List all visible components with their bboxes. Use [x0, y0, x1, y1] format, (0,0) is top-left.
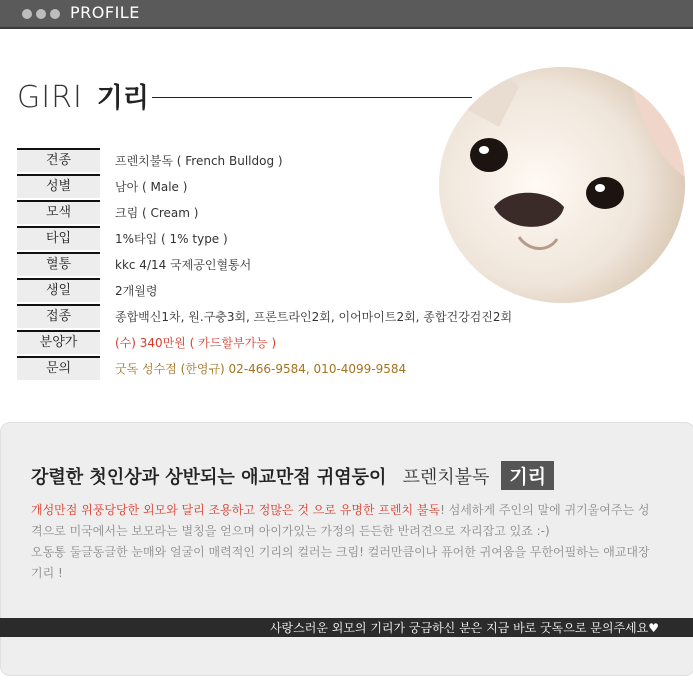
name-english: GIRI: [17, 80, 83, 115]
info-label: 분양가: [17, 330, 100, 354]
info-value-contact: 굿독 성수점 (한영규) 02-466-9584, 010-4099-9584: [115, 362, 407, 376]
info-label: 혈통: [17, 252, 100, 276]
headline-main: 강렬한 첫인상과 상반되는 애교만점 귀염둥이: [31, 466, 387, 488]
info-value: 2개월령: [115, 284, 158, 298]
info-label: 모색: [17, 200, 100, 224]
description: [31, 500, 661, 584]
footer-bar: [0, 618, 693, 637]
info-value: 크림 ( Cream ): [115, 206, 199, 220]
dog-photo: [439, 67, 685, 303]
info-label: 생일: [17, 278, 100, 302]
info-label: 성별: [17, 174, 100, 198]
profile-name: [17, 76, 149, 115]
info-value: 프렌치불독 ( French Bulldog ): [115, 154, 283, 168]
info-value: kkc 4/14 국제공인혈통서: [115, 258, 252, 272]
header-bar: [0, 0, 693, 29]
name-divider: [152, 97, 472, 98]
info-label: 타입: [17, 226, 100, 250]
header-title: PROFILE: [70, 3, 140, 22]
description-part2: 오동통 둘글동글한 눈매와 얼굴이 매력적인 기리의 컬러는 크림! 컬러만큼이나 퓨어한 귀여움을 무한어필하는 애교대장기리 !: [31, 545, 650, 580]
footer-text: 사랑스러운 외모의 기리가 궁금하신 분은 지금 바로 굿독으로 문의주세요♥: [269, 621, 659, 635]
info-value-price: (수) 340만원 ( 카드할부가능 ): [115, 336, 277, 350]
header-dots: [22, 9, 60, 19]
info-value: 남아 ( Male ): [115, 180, 188, 194]
info-label: 견종: [17, 148, 100, 172]
info-value: 종합백신1차, 원.구충3회, 프론트라인2회, 이어마이트2회, 종합건강검진2회: [115, 310, 513, 324]
name-korean: 기리: [96, 83, 149, 114]
info-label: 접종: [17, 304, 100, 328]
description-highlight: 개성만점 위풍당당한 외모와 달리 조용하고 정많은 것 으로 유명한 프렌치 불독: [31, 503, 441, 517]
info-value: 1%타입 ( 1% type ): [115, 232, 228, 246]
headline: [31, 461, 554, 490]
description-part1: ! 섬세하게 주인의 말에 귀기울여주는 성격으로 미국에서는 보모라는 별칭을 얻으며 아이가있는 가정의 든든한 반려견으로 자리잡고 있죠 :-): [31, 503, 650, 538]
info-label: 문의: [17, 356, 100, 380]
headline-breed: 프렌치불독: [402, 466, 490, 488]
headline-name-badge: 기리: [501, 461, 554, 490]
